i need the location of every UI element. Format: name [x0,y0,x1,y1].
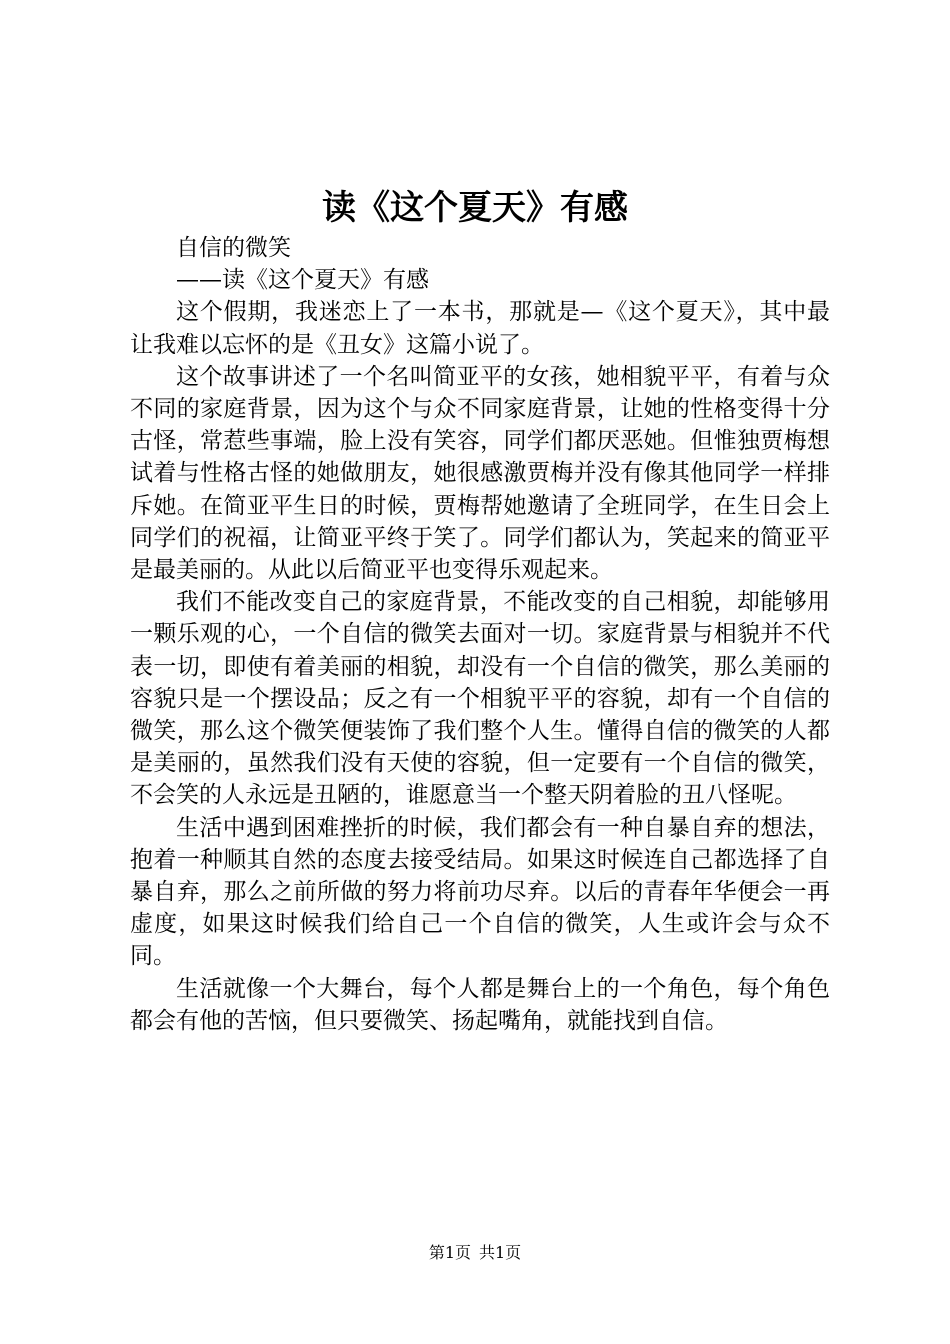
body-paragraph: 这个故事讲述了一个名叫简亚平的女孩，她相貌平平，有着与众不同的家庭背景，因为这个与众不同家庭背景，让她的性格变得十分古怪，常惹些事端，脸上没有笑容，同学们都厌恶她。但惟独贾梅想试着与性格古怪的她做朋友，她很感激贾梅并没有像其他同学一样排斥她。在简亚平生日的时候，贾梅帮她邀请了全班同学，在生日会上同学们的祝福，让简亚平终于笑了。同学们都认为，笑起来的简亚平是最美丽的。从此以后简亚平也变得乐观起来。 [130,363,830,584]
subtitle-line: 自信的微笑 [176,235,291,261]
document-body [130,232,830,1037]
page-number: 第1页 [428,1243,471,1262]
page-total: 共1页 [479,1243,522,1262]
body-paragraph: 这个假期，我迷恋上了一本书，那就是—《这个夏天》，其中最让我难以忘怀的是《丑女》这篇小说了。 [130,299,830,358]
body-paragraph: 我们不能改变自己的家庭背景，不能改变的自己相貌，却能够用一颗乐观的心，一个自信的微笑去面对一切。家庭背景与相貌并不代表一切，即使有着美丽的相貌，却没有一个自信的微笑，那么美丽的容貌只是一个摆设品；反之有一个相貌平平的容貌，却有一个自信的微笑，那么这个微笑便装饰了我们整个人生。懂得自信的微笑的人都是美丽的，虽然我们没有天使的容貌，但一定要有一个自信的微笑，不会笑的人永远是丑陋的，谁愿意当一个整天阴着脸的丑八怪呢。 [130,589,830,809]
page-footer [0,1242,950,1264]
subtitle-source-line: ——读《这个夏天》有感 [176,267,429,294]
body-paragraph: 生活就像一个大舞台，每个人都是舞台上的一个角色，每个角色都会有他的苦恼，但只要微笑、扬起嘴角，就能找到自信。 [130,975,830,1034]
body-paragraph: 生活中遇到困难挫折的时候，我们都会有一种自暴自弃的想法，抱着一种顺其自然的态度去接受结局。如果这时候连自己都选择了自暴自弃，那么之前所做的努力将前功尽弃。以后的青春年华便会一再虚度，如果这时候我们给自己一个自信的微笑，人生或许会与众不同。 [130,814,830,970]
document-title: 读《这个夏天》有感 [322,188,628,228]
